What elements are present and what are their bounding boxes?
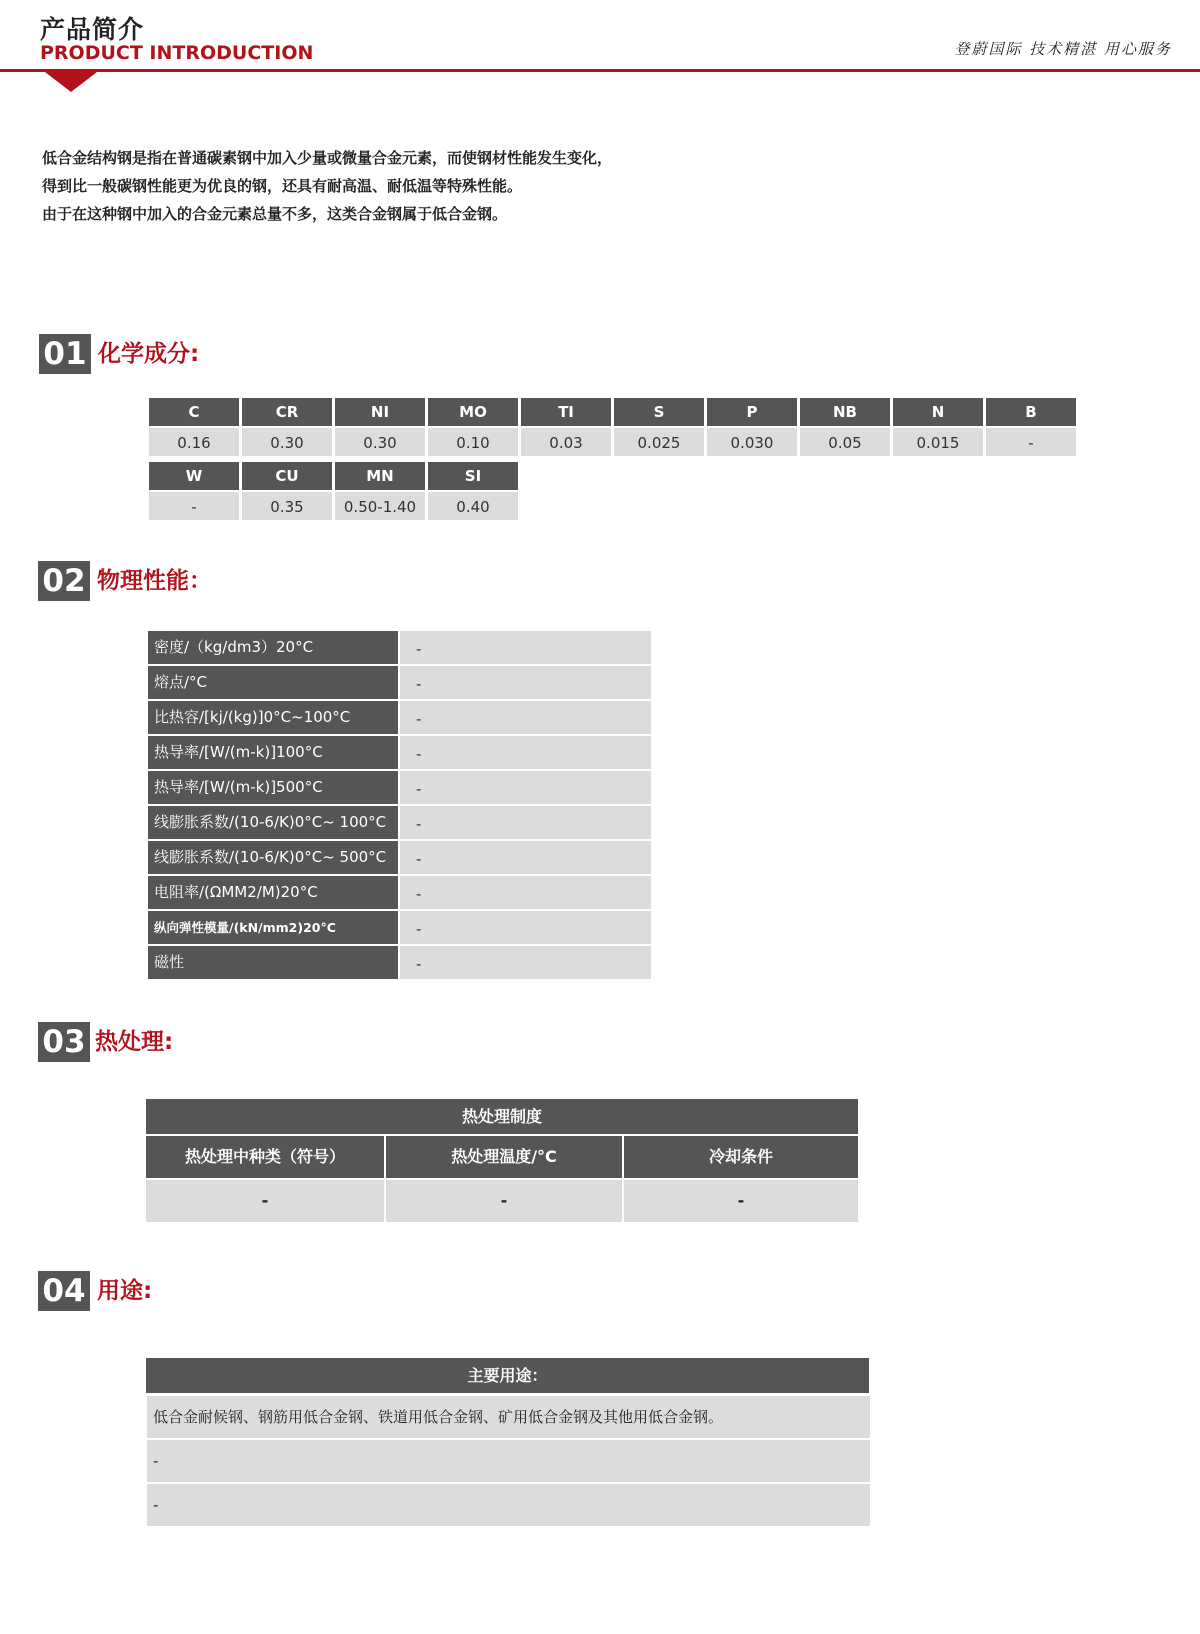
chem-element-value: 0.10 — [428, 428, 518, 456]
chem-element-header: SI — [428, 462, 518, 490]
chem-element-header: MN — [335, 462, 425, 490]
intro-line: 低合金结构钢是指在普通碳素钢中加入少量或微量合金元素，而使钢材性能发生变化， — [42, 149, 613, 167]
physics-label: 热导率/[W/(m-k)]100°C — [148, 736, 398, 769]
chem-element-header: C — [149, 398, 239, 426]
chem-element-header: N — [893, 398, 983, 426]
physics-value: - — [400, 631, 651, 664]
physics-label: 纵向弹性模量/(kN/mm2)20°C — [148, 911, 398, 944]
chem-element-header: S — [614, 398, 704, 426]
chem-element-header: W — [149, 462, 239, 490]
header-triangle-marker — [45, 72, 97, 92]
intro-line: 由于在这种钢中加入的合金元素总量不多，这类合金钢属于低合金钢。 — [42, 205, 508, 223]
page-title-en: PRODUCT INTRODUCTION — [40, 42, 314, 64]
section-number: 01 — [39, 334, 91, 374]
section-number: 03 — [38, 1022, 90, 1062]
chem-element-header: NB — [800, 398, 890, 426]
chem-element-value: 0.40 — [428, 492, 518, 520]
physics-label: 热导率/[W/(m-k)]500°C — [148, 771, 398, 804]
physics-value: - — [400, 876, 651, 909]
chem-element-header: CU — [242, 462, 332, 490]
chem-element-value: 0.50-1.40 — [335, 492, 425, 520]
physics-row — [148, 946, 651, 979]
slogan: 登蔚国际 技术精湛 用心服务 — [954, 40, 1172, 58]
section-title: 热处理: — [95, 1029, 174, 1055]
physics-row — [148, 631, 651, 664]
chem-element-value: 0.35 — [242, 492, 332, 520]
usage-row: - — [147, 1484, 870, 1526]
chem-element-header: CR — [242, 398, 332, 426]
physics-row — [148, 736, 651, 769]
physics-value: - — [400, 771, 651, 804]
chem-element-value: 0.015 — [893, 428, 983, 456]
chem-element-value: 0.30 — [335, 428, 425, 456]
intro-text — [42, 144, 612, 228]
physics-label: 线膨胀系数/(10-6/K)0°C~ 500°C — [148, 841, 398, 874]
heat-header-temp: 热处理温度/°C — [386, 1136, 622, 1178]
chem-element-header: MO — [428, 398, 518, 426]
section-title: 物理性能： — [97, 568, 212, 594]
heat-value-cooling: - — [624, 1180, 858, 1222]
section-title: 用途: — [97, 1278, 153, 1304]
physics-value: - — [400, 946, 651, 979]
chem-element-value: - — [149, 492, 239, 520]
usage-caption: 主要用途： — [146, 1358, 869, 1393]
chem-element-value: 0.030 — [707, 428, 797, 456]
physics-row — [148, 666, 651, 699]
chem-element-value: 0.05 — [800, 428, 890, 456]
section-number: 02 — [38, 561, 90, 601]
physics-row — [148, 771, 651, 804]
physics-value: - — [400, 806, 651, 839]
section-number: 04 — [38, 1271, 90, 1311]
page-title-cn: 产品简介 — [40, 15, 145, 44]
physics-value: - — [400, 666, 651, 699]
physics-row — [148, 911, 651, 944]
usage-row: - — [147, 1440, 870, 1482]
physics-row — [148, 701, 651, 734]
chem-element-header: NI — [335, 398, 425, 426]
physics-value: - — [400, 841, 651, 874]
heat-value-temp: - — [386, 1180, 622, 1222]
physics-label: 密度/（kg/dm3）20°C — [148, 631, 398, 664]
physics-value: - — [400, 911, 651, 944]
chem-element-value: 0.025 — [614, 428, 704, 456]
physics-row — [148, 806, 651, 839]
physics-label: 熔点/°C — [148, 666, 398, 699]
chem-element-value: 0.03 — [521, 428, 611, 456]
physics-value: - — [400, 701, 651, 734]
header-divider — [0, 69, 1200, 72]
chem-element-header: P — [707, 398, 797, 426]
physics-value: - — [400, 736, 651, 769]
heat-header-cooling: 冷却条件 — [624, 1136, 858, 1178]
heat-treatment-caption: 热处理制度 — [146, 1099, 858, 1134]
chem-element-value: - — [986, 428, 1076, 456]
physics-row — [148, 876, 651, 909]
chem-element-header: B — [986, 398, 1076, 426]
heat-header-type: 热处理中种类（符号） — [146, 1136, 384, 1178]
intro-line: 得到比一般碳钢性能更为优良的钢，还具有耐高温、耐低温等特殊性能。 — [42, 177, 523, 195]
physics-label: 磁性 — [148, 946, 398, 979]
chem-element-value: 0.30 — [242, 428, 332, 456]
physics-label: 比热容/[kj/(kg)]0°C~100°C — [148, 701, 398, 734]
physics-label: 电阻率/(ΩMM2/M)20°C — [148, 876, 398, 909]
physics-label: 线膨胀系数/(10-6/K)0°C~ 100°C — [148, 806, 398, 839]
chem-element-header: TI — [521, 398, 611, 426]
physics-row — [148, 841, 651, 874]
chem-element-value: 0.16 — [149, 428, 239, 456]
usage-row: 低合金耐候钢、钢筋用低合金钢、铁道用低合金钢、矿用低合金钢及其他用低合金钢。 — [147, 1396, 870, 1438]
heat-value-type: - — [146, 1180, 384, 1222]
section-title: 化学成分: — [98, 341, 200, 367]
